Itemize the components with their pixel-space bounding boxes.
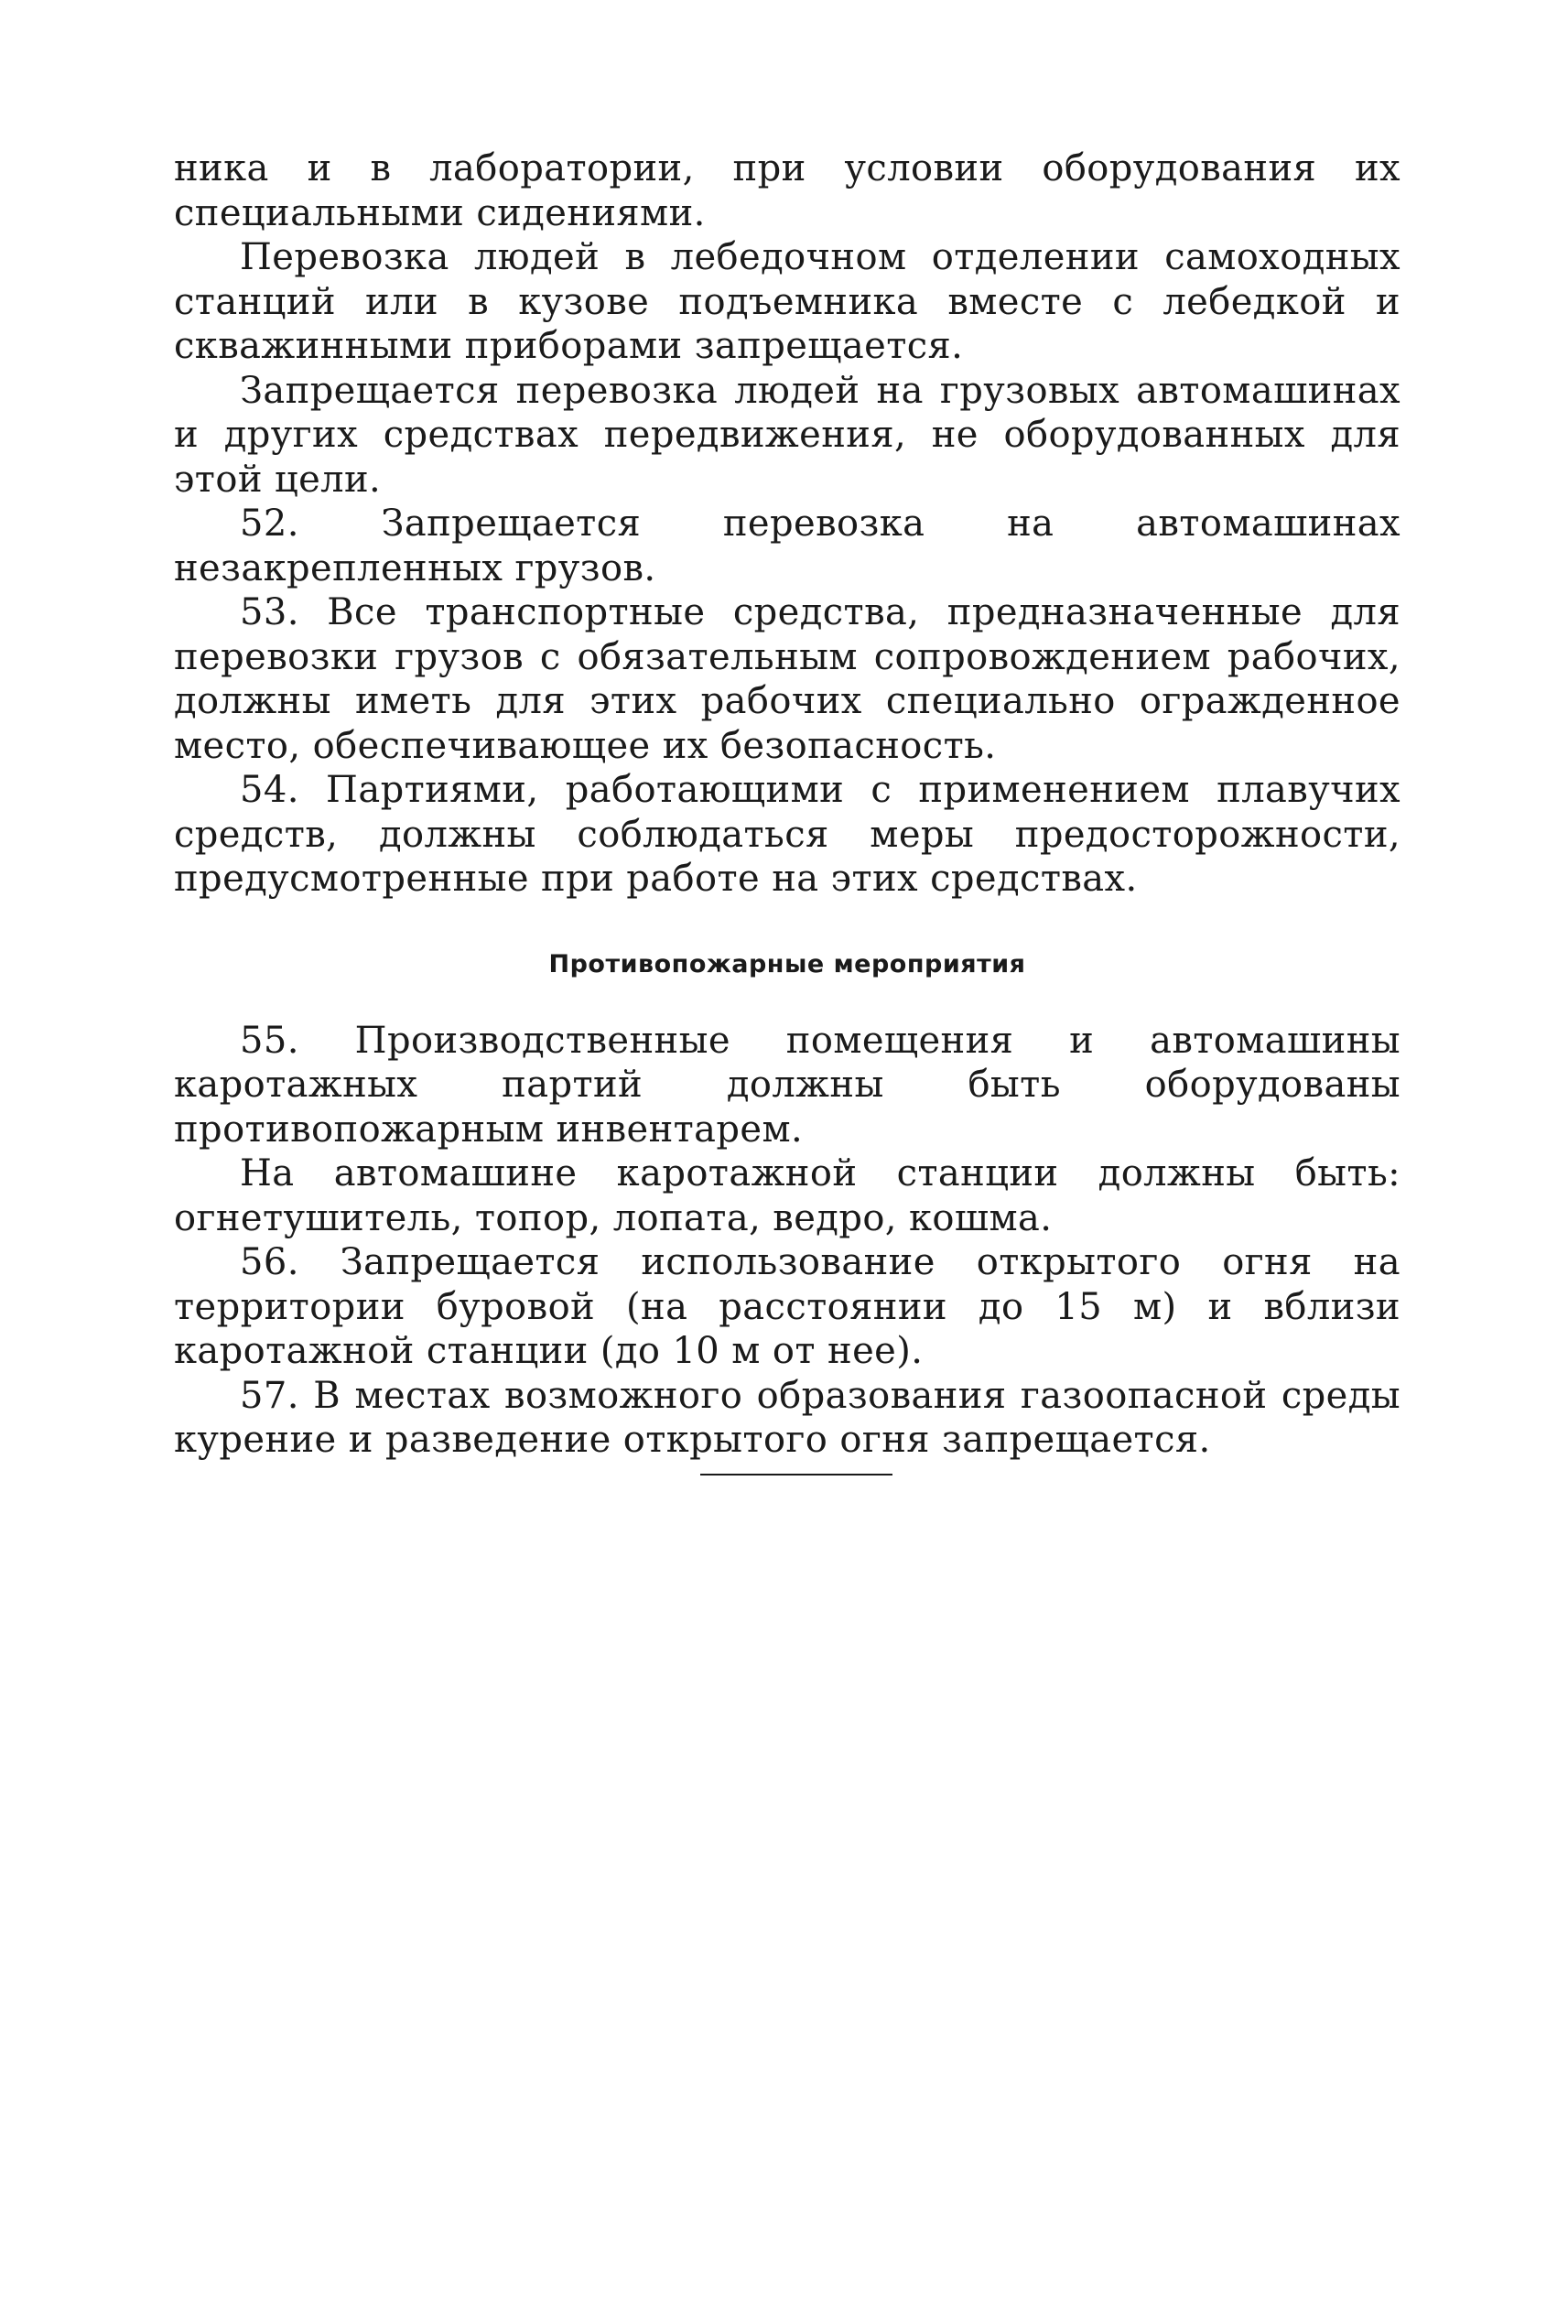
- paragraph-54: 54. Партиями, работающими с применением плавучих средств, должны соблюдаться меры предосторожности, предусмотренные при работе на этих средствах.: [174, 769, 1400, 900]
- paragraph-56: 56. Запрещается использование открытого огня на территории буровой (на расстоянии до 15 м) и вблизи каротажной станции (до 10 м от нее).: [174, 1241, 1400, 1372]
- paragraph-transport-winch: Перевозка людей в лебедочном отделении самоходных станций или в кузове подъемника вместе с лебедкой и скважинными приборами запрещается.: [174, 236, 1400, 367]
- paragraph-52: 52. Запрещается перевозка на автомашинах незакрепленных грузов.: [174, 503, 1400, 589]
- section-heading: Противопожарные мероприятия: [548, 949, 1026, 978]
- document-page: [174, 146, 1400, 1463]
- paragraph-continuation: ника и в лаборатории, при условии оборудования их специальными сидениями.: [174, 147, 1400, 234]
- paragraph-equipment: На автомашине каротажной станции должны быть: огнетушитель, топор, лопата, ведро, кошма.: [174, 1152, 1400, 1239]
- end-divider: [700, 1474, 892, 1475]
- paragraph-transport-trucks: Запрещается перевозка людей на грузовых автомашинах и других средствах передвижения, не оборудованных для этой цели.: [174, 369, 1400, 501]
- paragraph-55: 55. Производственные помещения и автомашины каротажных партий должны быть оборудованы противопожарным инвентарем.: [174, 1019, 1400, 1151]
- paragraph-53: 53. Все транспортные средства, предназначенные для перевозки грузов с обязательным сопровождением рабочих, должны иметь для этих рабочих специально огражденное место, обеспечивающее их безопасность.: [174, 591, 1400, 767]
- paragraph-57: 57. В местах возможного образования газоопасной среды курение и разведение открытого огня запрещается.: [174, 1374, 1400, 1461]
